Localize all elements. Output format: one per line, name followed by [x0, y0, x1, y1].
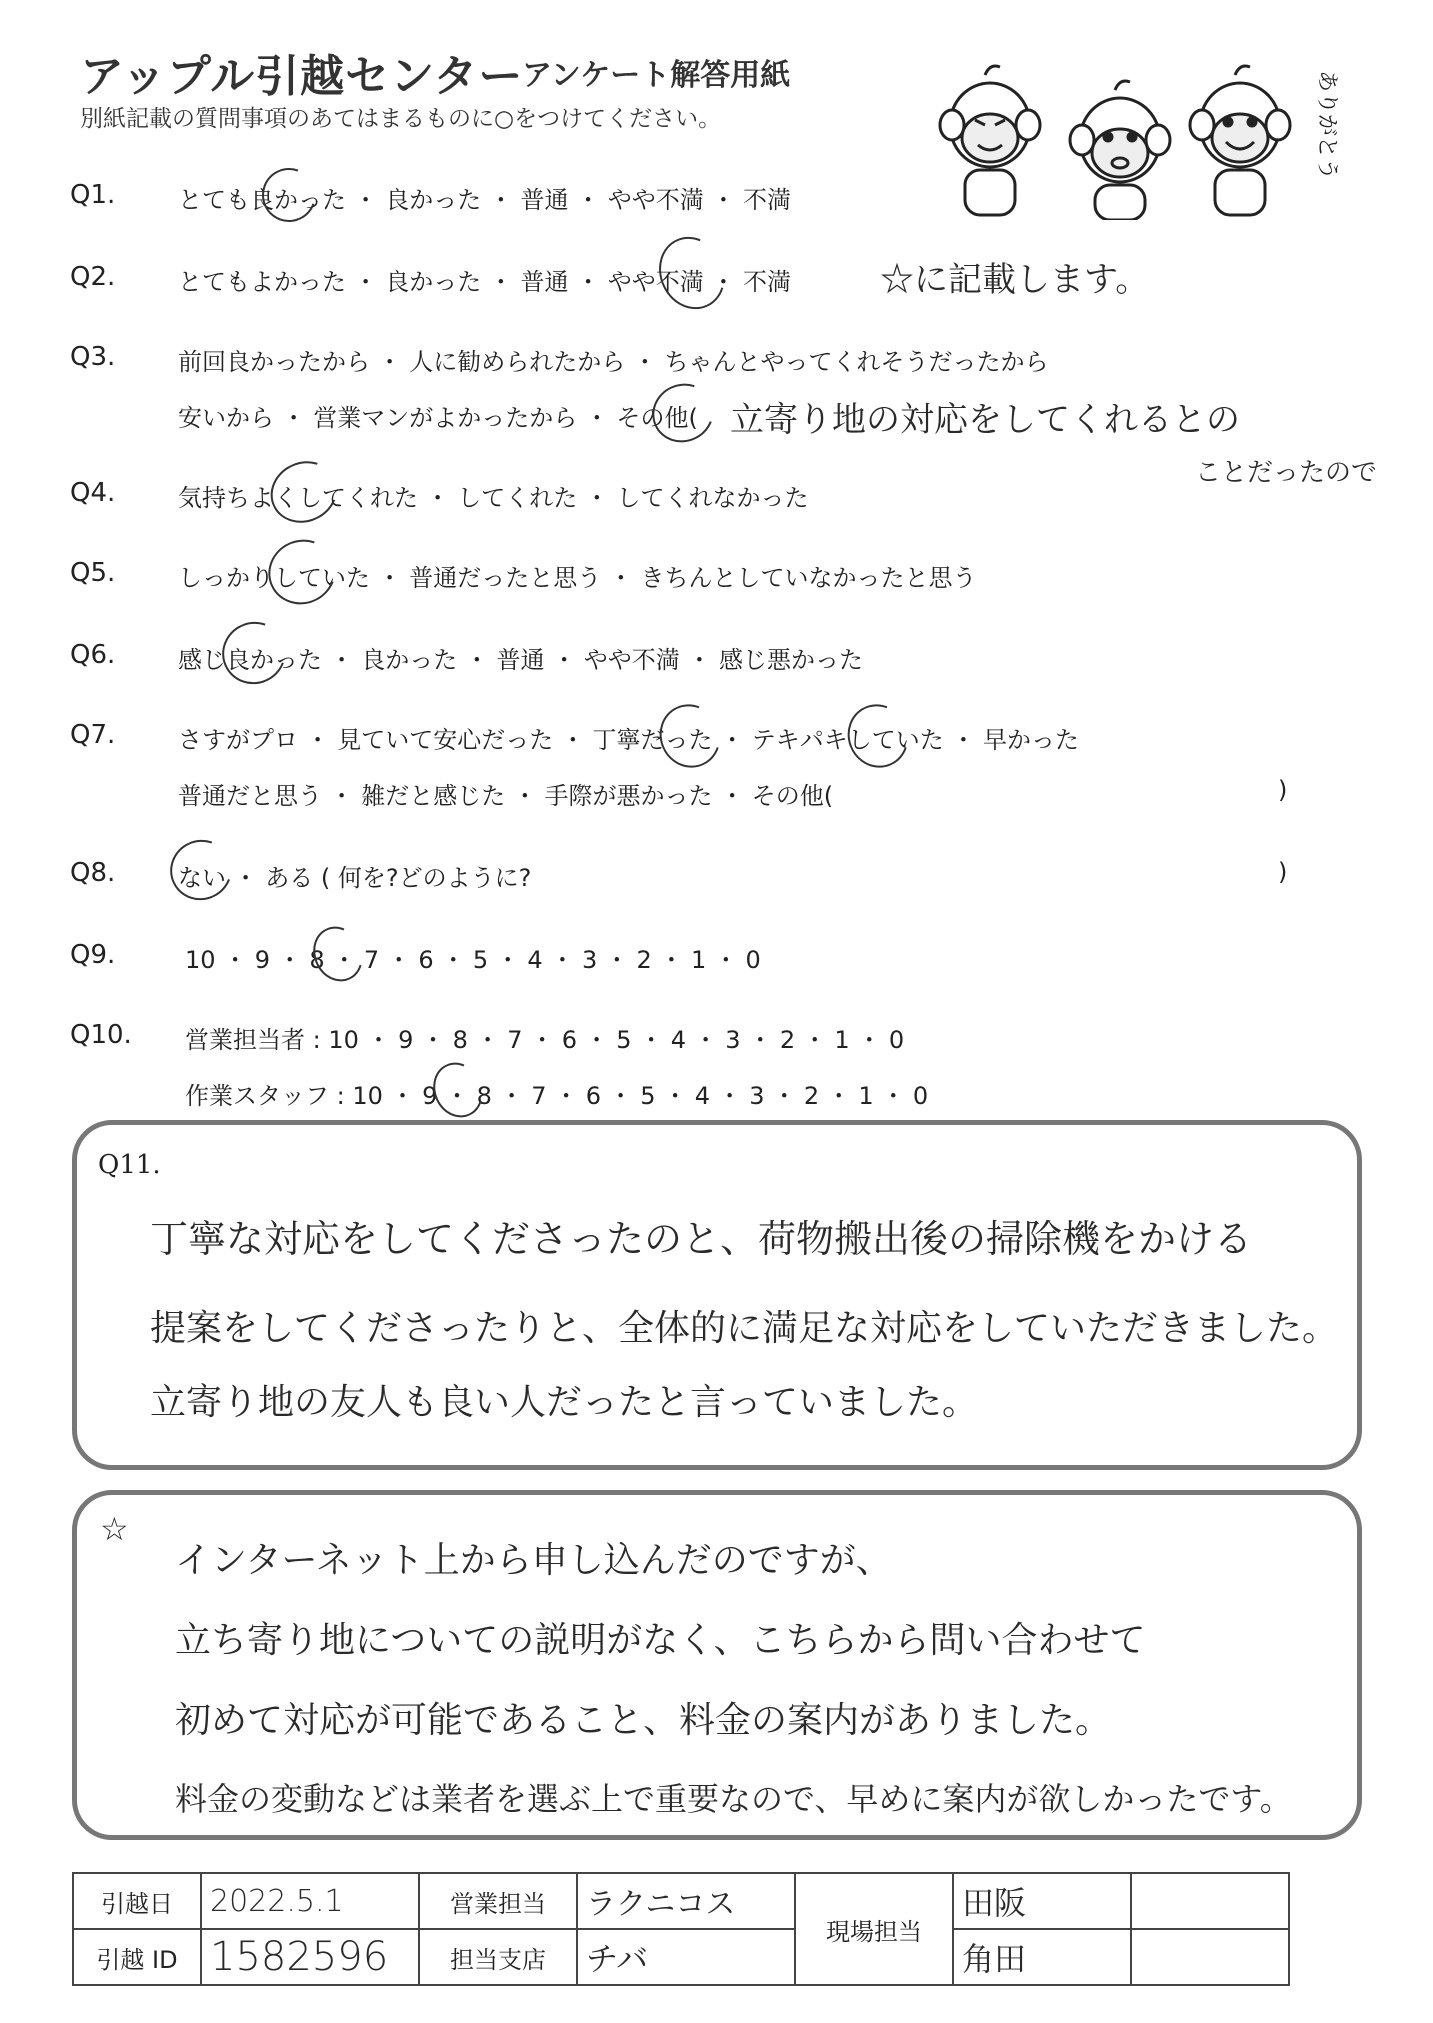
q3-label: Q3.	[70, 342, 116, 372]
q9-scale[interactable]: 10 ・ 9 ・ 8 ・ 7 ・ 6 ・ 5 ・ 4 ・ 3 ・ 2 ・ 1 ・ 0	[185, 946, 761, 974]
q7-options-line1[interactable]: さすがプロ ・ 見ていて安心だった ・ 丁寧だった ・ テキパキしていた ・ 早かった	[178, 726, 1080, 754]
site-rep-value-1: 田阪	[953, 1873, 1131, 1929]
sales-rep-label: 営業担当	[419, 1873, 577, 1929]
site-rep-label: 現場担当	[795, 1873, 953, 1985]
branch-label: 担当支店	[419, 1929, 577, 1985]
footer-info-table	[72, 1872, 1290, 1986]
mascot-group	[900, 40, 1340, 220]
q2-options[interactable]: とてもよかった ・ 良かった ・ 普通 ・ やや不満 ・ 不満	[178, 268, 792, 296]
q2-label: Q2.	[70, 262, 116, 292]
answer-circle	[649, 694, 730, 777]
star-line-1: インターネット上から申し込んだのですが、	[175, 1540, 892, 1581]
answer-circle	[647, 226, 736, 320]
q8-paren-close: )	[1278, 858, 1288, 886]
star-label: ☆	[100, 1510, 129, 1548]
move-id-label: 引越 ID	[73, 1929, 201, 1985]
site-rep-value-2: 角田	[953, 1929, 1131, 1985]
q3-options-line2[interactable]: 安いから ・ 営業マンがよかったから ・ その他(	[178, 404, 698, 432]
q7-label: Q7.	[70, 720, 116, 750]
q1-options[interactable]: とても良かった ・ 良かった ・ 普通 ・ やや不満 ・ 不満	[178, 186, 792, 214]
q4-options[interactable]: 気持ちよくしてくれた ・ してくれた ・ してくれなかった	[178, 484, 809, 512]
q7-options-line2[interactable]: 普通だと思う ・ 雑だと感じた ・ 手際が悪かった ・ その他(	[178, 782, 834, 810]
q9-label: Q9.	[70, 940, 116, 970]
answer-circle	[253, 159, 325, 231]
q7-paren-close: )	[1278, 776, 1288, 804]
star-line-2: 立ち寄り地についての説明がなく、こちらから問い合わせて	[175, 1620, 1146, 1661]
q3-other-handwritten-1: 立寄り地の対応をしてくれるとの	[730, 400, 1240, 440]
q10-label: Q10.	[70, 1020, 132, 1050]
q10-sales-scale[interactable]: 営業担当者 : 10 ・ 9 ・ 8 ・ 7 ・ 6 ・ 5 ・ 4 ・ 3 ・ 2 ・ 1 ・ 0	[185, 1026, 905, 1054]
move-date-value: 2022.5.1	[201, 1873, 419, 1929]
q6-label: Q6.	[70, 640, 116, 670]
q10-staff-selected-value: 9	[1010, 2000, 1011, 2001]
form-subtitle: アンケート解答用紙	[522, 58, 791, 93]
q11-line-3: 立寄り地の友人も良い人だったと言っていました。	[150, 1382, 979, 1423]
q11-label: Q11.	[98, 1150, 161, 1180]
q8-options[interactable]: ない ・ ある ( 何を?どのように?	[178, 864, 532, 892]
q3-other-handwritten-2: ことだったので	[1195, 458, 1378, 488]
move-id-value: 1582596	[201, 1929, 419, 1985]
answer-circle	[837, 694, 918, 777]
q6-options[interactable]: 感じ良かった ・ 良かった ・ 普通 ・ やや不満 ・ 感じ悪かった	[178, 646, 864, 674]
move-date-label: 引越日	[73, 1873, 201, 1929]
answer-circle	[160, 830, 242, 911]
star-line-4: 料金の変動などは業者を選ぶ上で重要なので、早めに案内が欲しかったです。	[175, 1780, 1292, 1818]
answer-circle	[258, 529, 347, 616]
q11-line-1: 丁寧な対応をしてくださったのと、荷物搬出後の掃除機をかける	[150, 1217, 1253, 1261]
q9-answer-circle	[304, 918, 371, 989]
star-line-3: 初めて対応が可能であること、料金の案内がありました。	[175, 1700, 1112, 1741]
company-title: アップル引越センター	[80, 51, 524, 102]
q10-staff-answer-circle	[424, 1054, 491, 1125]
q9-selected-value: 8	[1000, 2000, 1001, 2001]
form-instruction: 別紙記載の質問事項のあてはまるものに○をつけてください。	[80, 106, 722, 132]
sales-rep-value: ラクニコス	[577, 1873, 795, 1929]
answer-circle	[643, 374, 724, 453]
answer-circle	[212, 611, 296, 694]
q4-label: Q4.	[70, 478, 116, 508]
answer-circle	[261, 450, 348, 533]
q8-label: Q8.	[70, 858, 116, 888]
q11-line-2: 提案をしてくださったりと、全体的に満足な対応をしていただきました。	[150, 1308, 1339, 1349]
empty-cell	[1131, 1929, 1289, 1985]
monkey-mascots-illustration	[900, 40, 1340, 220]
q5-label: Q5.	[70, 558, 116, 588]
branch-value: チバ	[577, 1929, 795, 1985]
q5-options[interactable]: しっかりしていた ・ 普通だったと思う ・ きちんとしていなかったと思う	[178, 564, 977, 592]
q3-options-line1[interactable]: 前回良かったから ・ 人に勧められたから ・ ちゃんとやってくれそうだったから	[178, 348, 1049, 376]
svg-text:ありがとう: ありがとう	[1314, 70, 1339, 181]
q1-label: Q1.	[70, 180, 116, 210]
empty-cell	[1131, 1873, 1289, 1929]
q2-handwritten-note: ☆に記載します。	[880, 260, 1150, 300]
q10-staff-scale[interactable]: 作業スタッフ : 10 ・ 9 ・ 8 ・ 7 ・ 6 ・ 5 ・ 4 ・ 3 ・ 2 ・ 1 ・ 0	[185, 1082, 929, 1110]
